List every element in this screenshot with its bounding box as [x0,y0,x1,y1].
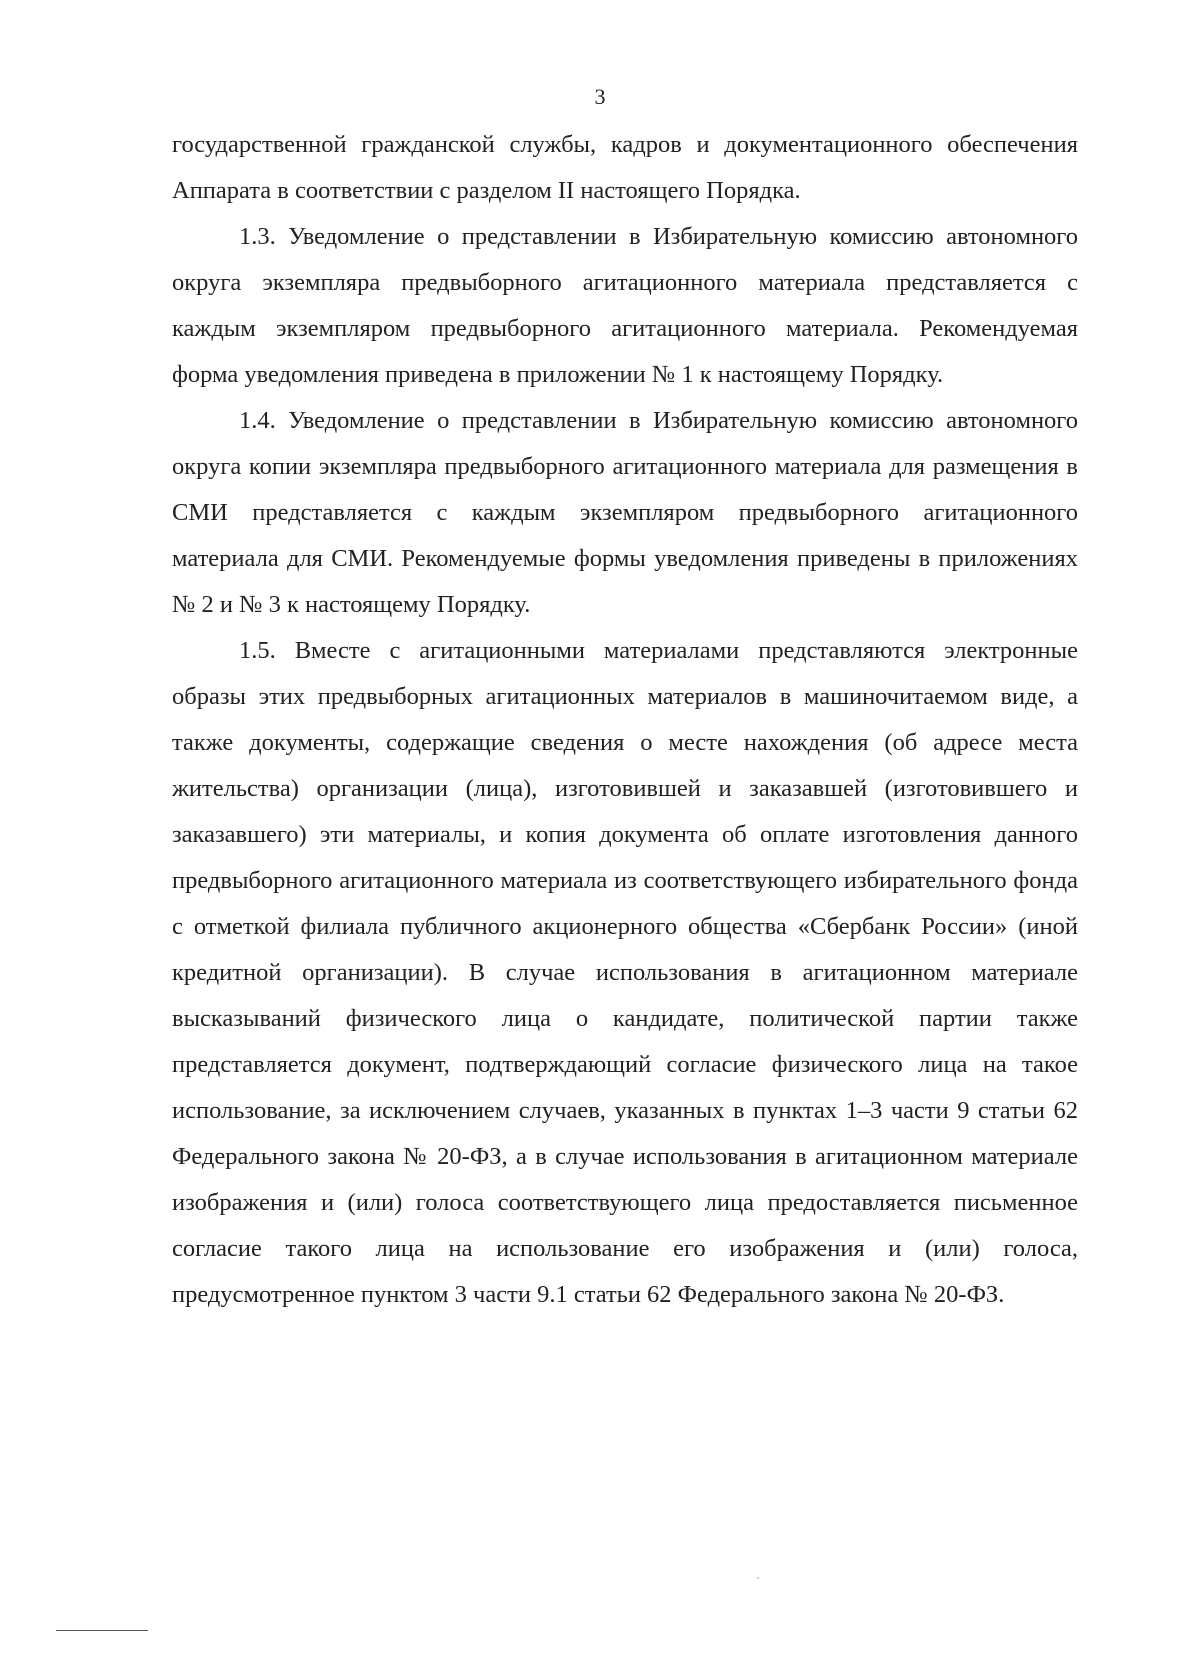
scan-speck [757,1577,759,1579]
paragraph-1-3: 1.3. Уведомление о представлении в Избирательную комиссию автономного округа экземпляра предвыборного агитационного материала представляется с каждым экземпляром предвыборного агитационного материала. Рекомендуемая форма уведомления приведена в приложении № 1 к настоящему Порядку. [172,223,1078,388]
document-body [172,122,1078,1318]
page-number: 3 [594,84,606,109]
paragraph-1-5: 1.5. Вместе с агитационными материалами представляются электронные образы этих предвыборных агитационных материалов в машиночитаемом виде, а также документы, содержащие сведения о месте нахождения (об адресе места жительства) организации (лица), изготовившей и заказавшей (изготовившего и заказавшего) эти материалы, и копия документа об оплате изготовления данного предвыборного агитационного материала из соответствующего избирательного фонда с отметкой филиала публичного акционерного общества «Сбербанк России» (иной кредитной организации). В случае использования в агитационном материале высказываний физического лица о кандидате, политической партии также представляется документ, подтверждающий согласие физического лица на такое использование, за исключением случаев, указанных в пунктах 1–3 части 9 статьи 62 Федерального закона № 20-ФЗ, а в случае использования в агитационном материале изображения и (или) голоса соответствующего лица предоставляется письменное согласие такого лица на использование его изображения и (или) голоса, предусмотренное пунктом 3 части 9.1 статьи 62 Федерального закона № 20-ФЗ. [172,637,1078,1308]
footer-rule [56,1630,148,1631]
paragraph-1-4: 1.4. Уведомление о представлении в Избирательную комиссию автономного округа копии экземпляра предвыборного агитационного материала для размещения в СМИ представляется с каждым экземпляром предвыборного агитационного материала для СМИ. Рекомендуемые формы уведомления приведены в приложениях № 2 и № 3 к настоящему Порядку. [172,407,1078,618]
paragraph-continuation: государственной гражданской службы, кадров и документационного обеспечения Аппарата в соответствии с разделом II настоящего Порядка. [172,131,1078,204]
